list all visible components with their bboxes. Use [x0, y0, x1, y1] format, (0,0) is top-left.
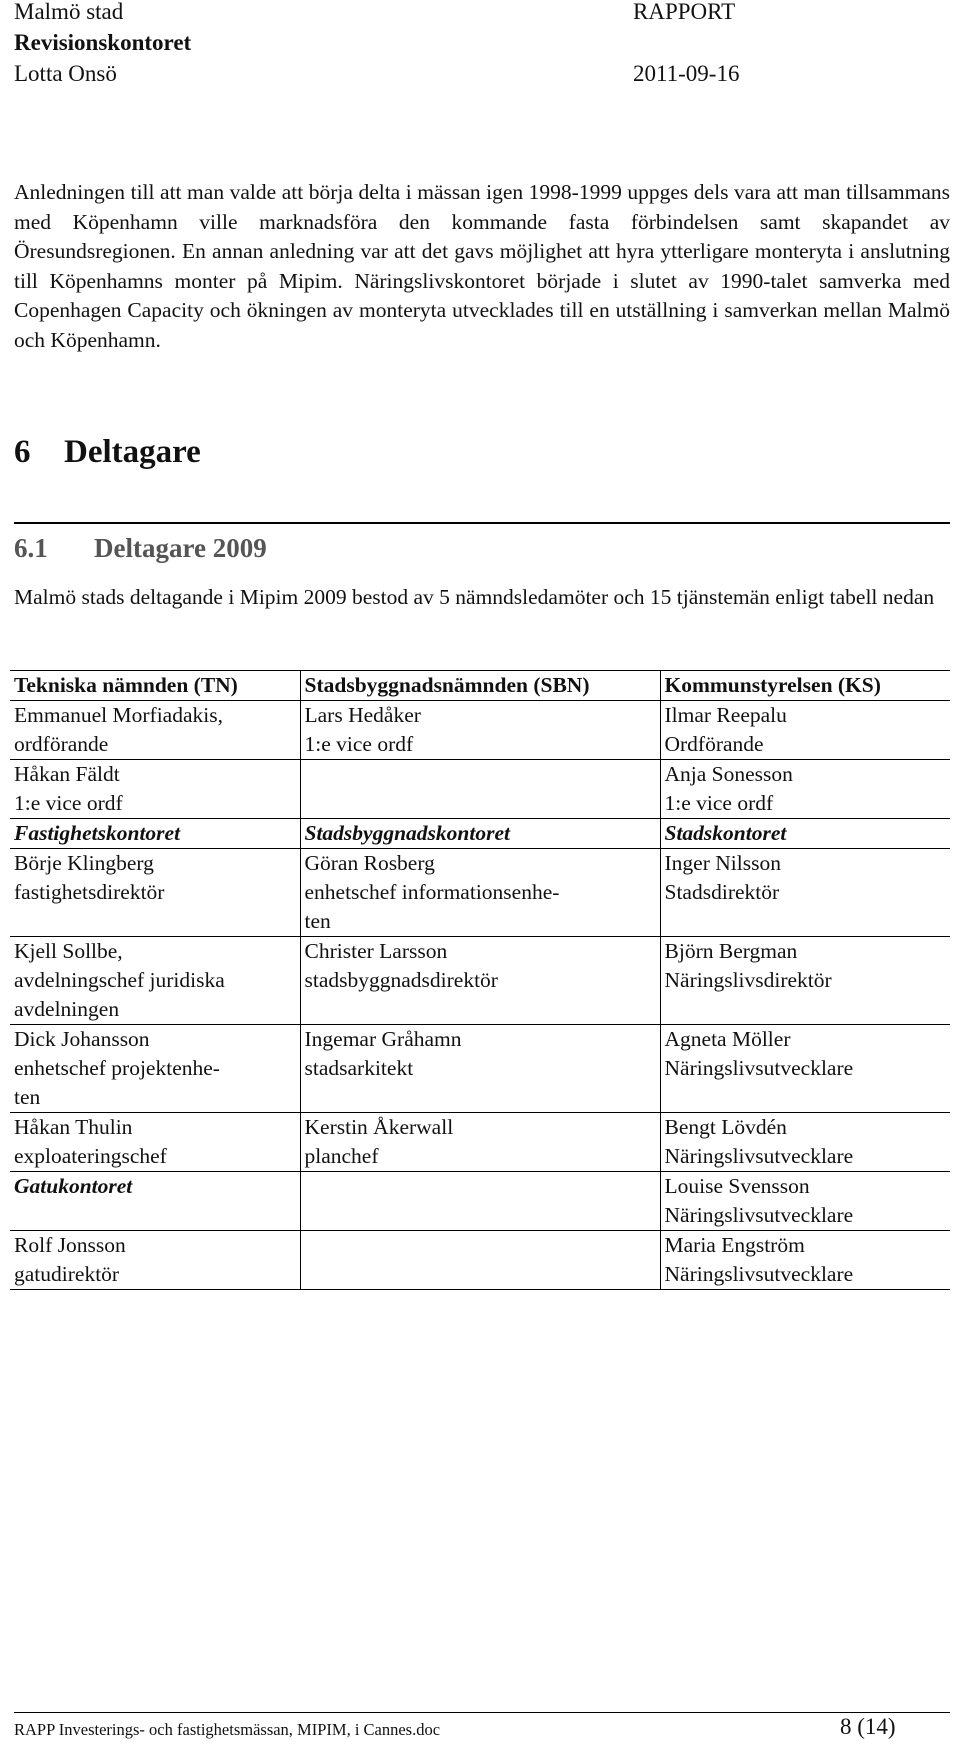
table-row [10, 849, 950, 937]
person-name: Bengt Lövdén [664, 1115, 787, 1139]
person-role: ten [14, 1085, 41, 1109]
person-name: Anja Sonesson [664, 762, 793, 786]
person-role: stadsbyggnadsdirektör [304, 968, 498, 992]
subsection-number: 6.1 [14, 533, 48, 563]
section-heading [14, 432, 201, 472]
footer-filename: RAPP Investerings- och fastighetsmässan, MIPIM, i Cannes.doc [14, 1720, 441, 1739]
person-name: Börje Klingberg [14, 851, 154, 875]
table-header-row [10, 671, 950, 701]
person-role: ten [304, 909, 331, 933]
table-header-cell: Tekniska nämnden (TN) [10, 671, 300, 701]
person-role: avdelningschef juridiska [14, 968, 225, 992]
person-role: exploateringschef [14, 1144, 167, 1168]
person-role: Näringslivsutvecklare [664, 1262, 854, 1286]
office-header: Stadsbyggnadskontoret [300, 819, 660, 849]
body-paragraph: Anledningen till att man valde att börja delta i mässan igen 1998-1999 uppges dels vara att man tillsammans med Köpenhamn ville marknadsföra den kommande fasta förbindelsen samt skapandet av Öresundsregionen. En annan anledning var att det gavs möjlighet att hyra ytterligare monteryta i anslutning till Köpenhamns monter på Mipim. Näringslivskontoret började i slutet av 1990-talet samverka med Copenhagen Capacity och ökningen av monteryta utvecklades till en utställning i samverkan mellan Malmö och Köpenhamn. [14, 180, 950, 352]
header-org: Malmö stad [14, 0, 124, 24]
table-row [10, 1113, 950, 1172]
section-title: Deltagare [64, 434, 201, 470]
person-role: Stadsdirektör [664, 880, 780, 904]
person-name: Lars Hedåker [304, 703, 421, 727]
person-name: Björn Bergman [664, 939, 798, 963]
person-name: Dick Johansson [14, 1027, 150, 1051]
table-section-row [10, 819, 950, 849]
subsection-heading [14, 531, 267, 565]
subsection-title: Deltagare 2009 [94, 533, 267, 563]
person-name: Inger Nilsson [664, 851, 781, 875]
table-row [10, 937, 950, 1025]
intro-paragraph: Malmö stads deltagande i Mipim 2009 bestod av 5 nämndsledamöter och 15 tjänstemän enligt tabell nedan [14, 585, 935, 609]
footer-page-number: 8 (14) [840, 1714, 896, 1739]
person-role: enhetschef projektenhe- [14, 1056, 220, 1080]
page-header-left [14, 0, 191, 89]
page-header-right [633, 0, 739, 89]
person-name: Kjell Sollbe, [14, 939, 123, 963]
person-name: Rolf Jonsson [14, 1233, 126, 1257]
person-name: Ilmar Reepalu [664, 703, 787, 727]
section-number: 6 [14, 434, 31, 470]
person-role: stadsarkitekt [304, 1056, 414, 1080]
person-role: Näringslivsdirektör [664, 968, 832, 992]
person-role: enhetschef informationsenhe- [304, 880, 560, 904]
table-header-cell: Stadsbyggnadsnämnden (SBN) [300, 671, 660, 701]
subsection-rule [14, 522, 950, 524]
table-header-cell: Kommunstyrelsen (KS) [660, 671, 950, 701]
person-name: Ingemar Gråhamn [304, 1027, 462, 1051]
person-role: ordförande [14, 732, 109, 756]
person-name: Maria Engström [664, 1233, 805, 1257]
table-row [10, 760, 950, 819]
table-row [10, 1025, 950, 1113]
person-name: Göran Rosberg [304, 851, 435, 875]
person-name: Håkan Fäldt [14, 762, 120, 786]
table-row [10, 701, 950, 760]
footer-rule [14, 1712, 950, 1713]
header-dept: Revisionskontoret [14, 30, 192, 55]
person-name: Louise Svensson [664, 1174, 810, 1198]
person-role: 1:e vice ordf [304, 732, 414, 756]
person-role: planchef [304, 1144, 379, 1168]
person-role: Ordförande [664, 732, 764, 756]
table-row [10, 1172, 950, 1231]
person-role: 1:e vice ordf [664, 791, 774, 815]
person-name: Christer Larsson [304, 939, 448, 963]
office-header: Fastighetskontoret [10, 819, 300, 849]
person-role: avdelningen [14, 997, 120, 1021]
person-role: Näringslivsutvecklare [664, 1144, 854, 1168]
header-author: Lotta Onsö [14, 61, 117, 86]
table-row [10, 1231, 950, 1290]
office-header: Stadskontoret [660, 819, 950, 849]
person-name: Emmanuel Morfiadakis, [14, 703, 223, 727]
person-role: 1:e vice ordf [14, 791, 123, 815]
participants-table [10, 670, 950, 1290]
person-name: Agneta Möller [664, 1027, 791, 1051]
office-header: Gatukontoret [10, 1172, 300, 1231]
person-name: Håkan Thulin [14, 1115, 133, 1139]
person-role: gatudirektör [14, 1262, 120, 1286]
person-role: Näringslivsutvecklare [664, 1056, 854, 1080]
header-date: 2011-09-16 [633, 61, 740, 86]
header-doc-type: RAPPORT [633, 0, 736, 24]
person-role: Näringslivsutvecklare [664, 1203, 854, 1227]
person-name: Kerstin Åkerwall [304, 1115, 454, 1139]
person-role: fastighetsdirektör [14, 880, 165, 904]
